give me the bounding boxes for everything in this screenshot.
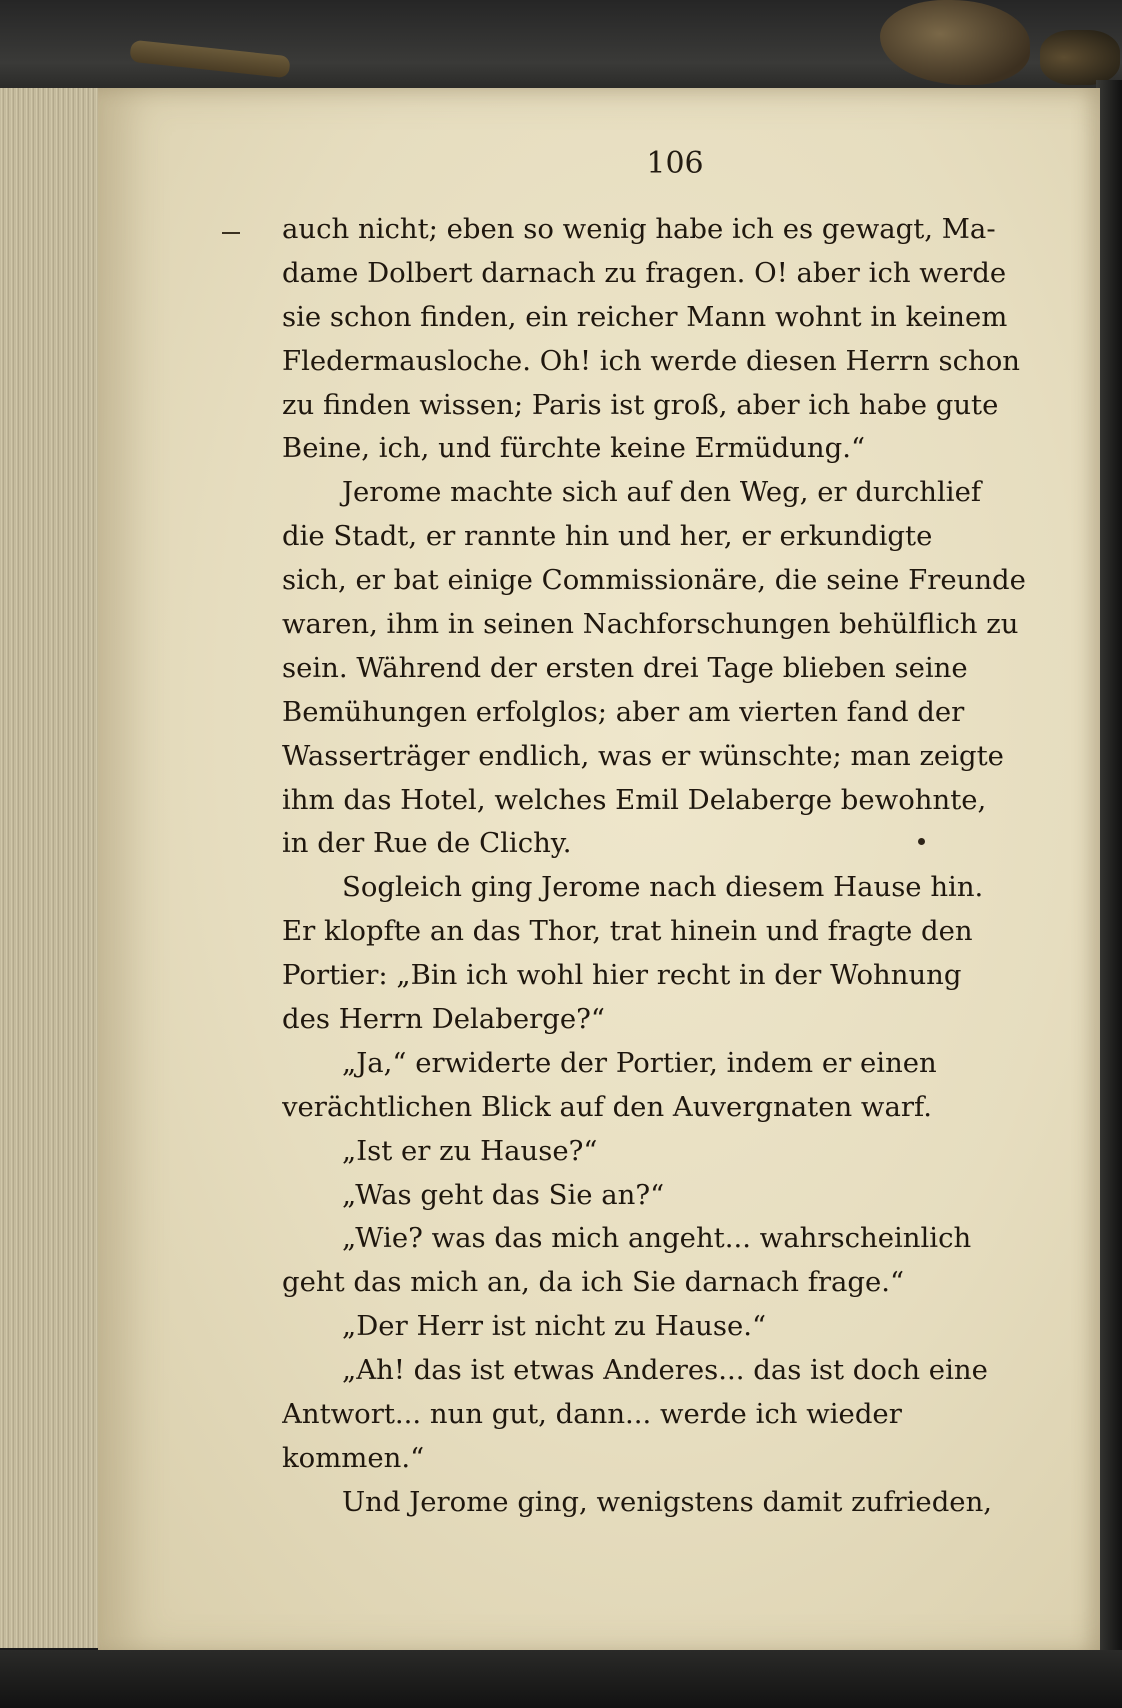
text-line: Und Jerome ging, wenigstens damit zufrieden, xyxy=(342,1485,993,1518)
page-number: 106 xyxy=(646,146,704,181)
text-line: Beine, ich, und fürchte keine Ermüdung.“ xyxy=(282,432,866,465)
page-edges-stack xyxy=(0,88,113,1648)
text-line: sie schon finden, ein reicher Mann wohnt in keinem xyxy=(282,300,1008,333)
text-line: „Ja,“ erwiderte der Portier, indem er einen xyxy=(342,1046,937,1079)
text-line: verächtlichen Blick auf den Auvergnaten warf. xyxy=(282,1090,932,1123)
page-body-text xyxy=(282,208,1067,1525)
text-line: „Ah! das ist etwas Anderes... das ist doch eine xyxy=(342,1354,988,1387)
text-line: sich, er bat einige Commissionäre, die seine Freunde xyxy=(282,564,1026,597)
text-line: „Was geht das Sie an?“ xyxy=(342,1178,665,1211)
ink-dot xyxy=(918,838,925,845)
margin-pencil-mark xyxy=(222,232,240,234)
text-line: Portier: „Bin ich wohl hier recht in der Wohnung xyxy=(282,959,962,992)
text-line: zu finden wissen; Paris ist groß, aber ich habe gute xyxy=(282,388,999,421)
text-line: auch nicht; eben so wenig habe ich es gewagt, Ma- xyxy=(282,213,996,245)
text-line: Bemühungen erfolglos; aber am vierten fand der xyxy=(282,695,965,728)
text-line: „Ist er zu Hause?“ xyxy=(342,1134,598,1167)
text-line: die Stadt, er rannte hin und her, er erkundigte xyxy=(282,520,933,553)
bookmark-tail xyxy=(1040,30,1120,85)
text-line: in der Rue de Clichy. xyxy=(282,827,572,860)
text-line: Wasserträger endlich, was er wünschte; man zeigte xyxy=(282,739,1004,772)
text-line: kommen.“ xyxy=(282,1441,425,1474)
text-line: dame Dolbert darnach zu fragen. O! aber ich werde xyxy=(282,256,1007,289)
text-line: „Der Herr ist nicht zu Hause.“ xyxy=(342,1310,767,1343)
text-line: ihm das Hotel, welches Emil Delaberge bewohnte, xyxy=(282,783,987,816)
text-line: geht das mich an, da ich Sie darnach frage.“ xyxy=(282,1266,905,1299)
text-line: des Herrn Delaberge?“ xyxy=(282,1003,605,1036)
text-line: Er klopfte an das Thor, trat hinein und fragte den xyxy=(282,915,973,948)
text-line: Sogleich ging Jerome nach diesem Hause hin. xyxy=(342,871,984,904)
text-line: waren, ihm in seinen Nachforschungen behülflich zu xyxy=(282,608,1019,641)
text-line: Fledermausloche. Oh! ich werde diesen Herrn schon xyxy=(282,344,1020,377)
book-cover-bottom xyxy=(0,1650,1122,1708)
text-line: sein. Während der ersten drei Tage blieben seine xyxy=(282,651,968,684)
text-line: Antwort... nun gut, dann... werde ich wieder xyxy=(282,1398,902,1431)
text-line: „Wie? was das mich angeht... wahrscheinlich xyxy=(342,1222,972,1255)
text-line: Jerome machte sich auf den Weg, er durchlief xyxy=(342,476,982,509)
